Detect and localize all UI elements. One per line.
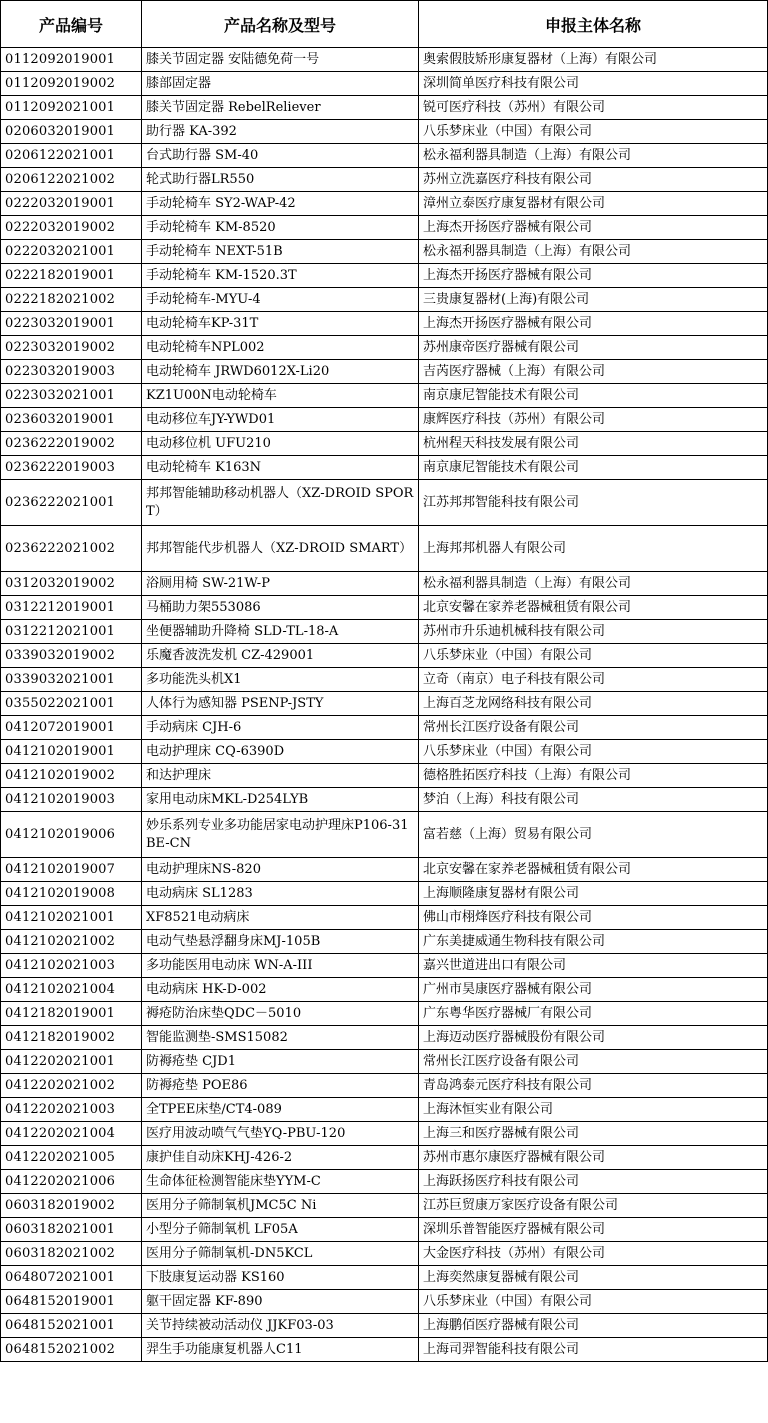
product-code-cell: 0412102019002 (1, 764, 142, 788)
product-code-cell: 0648152019001 (1, 1290, 142, 1314)
company-name-cell: 苏州康帝医疗器械有限公司 (419, 336, 768, 360)
company-name-cell: 上海百芝龙网络科技有限公司 (419, 692, 768, 716)
table-row (1, 1098, 768, 1122)
table-row (1, 336, 768, 360)
product-name-cell: 手动轮椅车-MYU-4 (142, 288, 419, 312)
product-name-cell: 电动护理床NS-820 (142, 858, 419, 882)
table-row (1, 1050, 768, 1074)
product-name-cell: 浴厕用椅 SW-21W-P (142, 572, 419, 596)
product-code-cell: 0412202021002 (1, 1074, 142, 1098)
company-name-cell: 嘉兴世道进出口有限公司 (419, 954, 768, 978)
product-code-cell: 0223032021001 (1, 384, 142, 408)
table-row (1, 1338, 768, 1362)
company-name-cell: 苏州市升乐迪机械科技有限公司 (419, 620, 768, 644)
table-row (1, 192, 768, 216)
table-row (1, 456, 768, 480)
table-row (1, 144, 768, 168)
company-name-cell: 深圳简单医疗科技有限公司 (419, 72, 768, 96)
product-name-cell: 坐便器辅助升降椅 SLD-TL-18-A (142, 620, 419, 644)
product-code-cell: 0222032019002 (1, 216, 142, 240)
table-row (1, 240, 768, 264)
product-code-cell: 0222032021001 (1, 240, 142, 264)
company-name-cell: 南京康尼智能技术有限公司 (419, 456, 768, 480)
product-code-cell: 0412102019003 (1, 788, 142, 812)
table-row (1, 1218, 768, 1242)
header-product-code: 产品编号 (1, 1, 142, 48)
company-name-cell: 上海顺隆康复器材有限公司 (419, 882, 768, 906)
company-name-cell: 上海杰开扬医疗器械有限公司 (419, 216, 768, 240)
table-row (1, 312, 768, 336)
product-name-cell: 多功能洗头机X1 (142, 668, 419, 692)
company-name-cell: 上海邦邦机器人有限公司 (419, 526, 768, 572)
company-name-cell: 苏州立洗嘉医疗科技有限公司 (419, 168, 768, 192)
company-name-cell: 广东美捷威通生物科技有限公司 (419, 930, 768, 954)
company-name-cell: 苏州市惠尔康医疗器械有限公司 (419, 1146, 768, 1170)
product-name-cell: 电动病床 SL1283 (142, 882, 419, 906)
product-code-cell: 0603182019002 (1, 1194, 142, 1218)
product-name-cell: 膝关节固定器 RebelReliever (142, 96, 419, 120)
company-name-cell: 江苏巨贸康万家医疗设备有限公司 (419, 1194, 768, 1218)
company-name-cell: 杭州程天科技发展有限公司 (419, 432, 768, 456)
table-row (1, 72, 768, 96)
table-row (1, 480, 768, 526)
table-row (1, 620, 768, 644)
company-name-cell: 上海鹏佰医疗器械有限公司 (419, 1314, 768, 1338)
product-code-cell: 0412202021001 (1, 1050, 142, 1074)
product-code-cell: 0412202021004 (1, 1122, 142, 1146)
table-row (1, 408, 768, 432)
product-code-cell: 0312212021001 (1, 620, 142, 644)
table-row (1, 1002, 768, 1026)
company-name-cell: 深圳乐普智能医疗器械有限公司 (419, 1218, 768, 1242)
product-name-cell: 手动轮椅车 KM-8520 (142, 216, 419, 240)
table-row (1, 1194, 768, 1218)
company-name-cell: 八乐梦床业（中国）有限公司 (419, 1290, 768, 1314)
product-name-cell: 关节持续被动活动仪 JJKF03-03 (142, 1314, 419, 1338)
product-code-cell: 0223032019003 (1, 360, 142, 384)
product-name-cell: 电动病床 HK-D-002 (142, 978, 419, 1002)
table-row (1, 1026, 768, 1050)
product-code-cell: 0412102019001 (1, 740, 142, 764)
table-row (1, 384, 768, 408)
table-row (1, 668, 768, 692)
product-code-cell: 0236222021001 (1, 480, 142, 526)
product-name-cell: 轮式助行器LR550 (142, 168, 419, 192)
table-row (1, 1170, 768, 1194)
company-name-cell: 三贵康复器材(上海)有限公司 (419, 288, 768, 312)
product-name-cell: 电动气垫悬浮翻身床MJ-105B (142, 930, 419, 954)
product-code-cell: 0236032019001 (1, 408, 142, 432)
company-name-cell: 上海跃扬医疗科技有限公司 (419, 1170, 768, 1194)
product-name-cell: 电动移位机 UFU210 (142, 432, 419, 456)
product-name-cell: 膝关节固定器 安陆德免荷一号 (142, 48, 419, 72)
product-code-cell: 0339032019002 (1, 644, 142, 668)
company-name-cell: 富若慈（上海）贸易有限公司 (419, 812, 768, 858)
product-name-cell: 电动轮椅车KP-31T (142, 312, 419, 336)
company-name-cell: 上海迈动医疗器械股份有限公司 (419, 1026, 768, 1050)
table-row (1, 96, 768, 120)
product-name-cell: 家用电动床MKL-D254LYB (142, 788, 419, 812)
company-name-cell: 漳州立泰医疗康复器材有限公司 (419, 192, 768, 216)
table-row (1, 858, 768, 882)
company-name-cell: 广州市昊康医疗器械有限公司 (419, 978, 768, 1002)
product-code-cell: 0222032019001 (1, 192, 142, 216)
table-row (1, 360, 768, 384)
product-name-cell: 手动轮椅车 SY2-WAP-42 (142, 192, 419, 216)
product-name-cell: KZ1U00N电动轮椅车 (142, 384, 419, 408)
table-row (1, 644, 768, 668)
table-row (1, 48, 768, 72)
product-name-cell: 马桶助力架553086 (142, 596, 419, 620)
table-row (1, 978, 768, 1002)
product-code-cell: 0112092019001 (1, 48, 142, 72)
product-code-cell: 0222182021002 (1, 288, 142, 312)
table-row (1, 168, 768, 192)
product-name-cell: 羿生手功能康复机器人C11 (142, 1338, 419, 1362)
company-name-cell: 大金医疗科技（苏州）有限公司 (419, 1242, 768, 1266)
product-name-cell: 全TPEE床垫/CT4-089 (142, 1098, 419, 1122)
company-name-cell: 松永福利器具制造（上海）有限公司 (419, 144, 768, 168)
company-name-cell: 上海杰开扬医疗器械有限公司 (419, 312, 768, 336)
product-code-cell: 0236222021002 (1, 526, 142, 572)
product-name-cell: 乐魔香波洗发机 CZ-429001 (142, 644, 419, 668)
product-name-cell: 智能监测垫-SMS15082 (142, 1026, 419, 1050)
company-name-cell: 北京安馨在家养老器械租赁有限公司 (419, 596, 768, 620)
product-code-cell: 0412102019008 (1, 882, 142, 906)
table-row (1, 572, 768, 596)
product-name-cell: 电动轮椅车NPL002 (142, 336, 419, 360)
company-name-cell: 江苏邦邦智能科技有限公司 (419, 480, 768, 526)
product-name-cell: 电动移位车JY-YWD01 (142, 408, 419, 432)
product-code-cell: 0223032019001 (1, 312, 142, 336)
product-name-cell: 医疗用波动喷气气垫YQ-PBU-120 (142, 1122, 419, 1146)
product-name-cell: 褥疮防治床垫QDC－5010 (142, 1002, 419, 1026)
product-code-cell: 0112092019002 (1, 72, 142, 96)
table-row (1, 264, 768, 288)
company-name-cell: 奥索假肢矫形康复器材（上海）有限公司 (419, 48, 768, 72)
product-code-cell: 0412182019002 (1, 1026, 142, 1050)
product-code-cell: 0412102019007 (1, 858, 142, 882)
product-name-cell: 助行器 KA-392 (142, 120, 419, 144)
product-name-cell: 下肢康复运动器 KS160 (142, 1266, 419, 1290)
company-name-cell: 八乐梦床业（中国）有限公司 (419, 644, 768, 668)
product-name-cell: 医用分子筛制氧机JMC5C Ni (142, 1194, 419, 1218)
product-name-cell: 康护佳自动床KHJ-426-2 (142, 1146, 419, 1170)
table-row (1, 1242, 768, 1266)
product-code-cell: 0222182019001 (1, 264, 142, 288)
table-row (1, 812, 768, 858)
product-code-cell: 0412102021001 (1, 906, 142, 930)
product-name-cell: 电动轮椅车 K163N (142, 456, 419, 480)
company-name-cell: 八乐梦床业（中国）有限公司 (419, 740, 768, 764)
table-row (1, 740, 768, 764)
product-name-cell: 多功能医用电动床 WN-A-III (142, 954, 419, 978)
company-name-cell: 德格胜拓医疗科技（上海）有限公司 (419, 764, 768, 788)
product-name-cell: 人体行为感知器 PSENP-JSTY (142, 692, 419, 716)
product-code-cell: 0648152021001 (1, 1314, 142, 1338)
product-code-cell: 0236222019002 (1, 432, 142, 456)
table-row (1, 288, 768, 312)
company-name-cell: 松永福利器具制造（上海）有限公司 (419, 572, 768, 596)
table-row (1, 930, 768, 954)
product-name-cell: 防褥疮垫 POE86 (142, 1074, 419, 1098)
table-row (1, 120, 768, 144)
company-name-cell: 吉芮医疗器械（上海）有限公司 (419, 360, 768, 384)
table-body (1, 48, 768, 1362)
table-row (1, 906, 768, 930)
table-row (1, 1122, 768, 1146)
product-code-cell: 0206122021002 (1, 168, 142, 192)
company-name-cell: 上海杰开扬医疗器械有限公司 (419, 264, 768, 288)
product-name-cell: 电动护理床 CQ-6390D (142, 740, 419, 764)
company-name-cell: 八乐梦床业（中国）有限公司 (419, 120, 768, 144)
product-name-cell: 躯干固定器 KF-890 (142, 1290, 419, 1314)
header-product-name: 产品名称及型号 (142, 1, 419, 48)
product-code-cell: 0236222019003 (1, 456, 142, 480)
product-name-cell: 台式助行器 SM-40 (142, 144, 419, 168)
product-name-cell: 手动轮椅车 KM-1520.3T (142, 264, 419, 288)
product-code-cell: 0603182021002 (1, 1242, 142, 1266)
product-code-cell: 0412202021003 (1, 1098, 142, 1122)
table-row (1, 1074, 768, 1098)
product-code-cell: 0412202021005 (1, 1146, 142, 1170)
product-code-cell: 0112092021001 (1, 96, 142, 120)
product-name-cell: 和达护理床 (142, 764, 419, 788)
product-name-cell: 妙乐系列专业多功能居家电动护理床P106-31BE-CN (142, 812, 419, 858)
product-code-cell: 0206122021001 (1, 144, 142, 168)
product-code-cell: 0312032019002 (1, 572, 142, 596)
product-code-cell: 0648072021001 (1, 1266, 142, 1290)
product-code-cell: 0412102021003 (1, 954, 142, 978)
product-code-cell: 0603182021001 (1, 1218, 142, 1242)
company-name-cell: 青岛鸿泰元医疗科技有限公司 (419, 1074, 768, 1098)
company-name-cell: 梦泊（上海）科技有限公司 (419, 788, 768, 812)
company-name-cell: 康辉医疗科技（苏州）有限公司 (419, 408, 768, 432)
product-code-cell: 0412072019001 (1, 716, 142, 740)
product-code-cell: 0412102019006 (1, 812, 142, 858)
company-name-cell: 上海司羿智能科技有限公司 (419, 1338, 768, 1362)
table-header-row (1, 1, 768, 48)
product-code-cell: 0412102021004 (1, 978, 142, 1002)
product-name-cell: 手动病床 CJH-6 (142, 716, 419, 740)
product-code-cell: 0206032019001 (1, 120, 142, 144)
company-name-cell: 常州长江医疗设备有限公司 (419, 716, 768, 740)
company-name-cell: 佛山市栩烽医疗科技有限公司 (419, 906, 768, 930)
product-name-cell: 防褥疮垫 CJD1 (142, 1050, 419, 1074)
table-row (1, 882, 768, 906)
company-name-cell: 常州长江医疗设备有限公司 (419, 1050, 768, 1074)
product-name-cell: 膝部固定器 (142, 72, 419, 96)
table-row (1, 788, 768, 812)
table-row (1, 596, 768, 620)
product-code-cell: 0648152021002 (1, 1338, 142, 1362)
company-name-cell: 松永福利器具制造（上海）有限公司 (419, 240, 768, 264)
product-name-cell: 小型分子筛制氧机 LF05A (142, 1218, 419, 1242)
product-name-cell: 邦邦智能代步机器人（XZ-DROID SMART） (142, 526, 419, 572)
product-name-cell: 医用分子筛制氧机-DN5KCL (142, 1242, 419, 1266)
product-code-cell: 0355022021001 (1, 692, 142, 716)
company-name-cell: 广东粤华医疗器械厂有限公司 (419, 1002, 768, 1026)
table-row (1, 432, 768, 456)
table-row (1, 716, 768, 740)
table-row (1, 216, 768, 240)
product-name-cell: 电动轮椅车 JRWD6012X-Li20 (142, 360, 419, 384)
product-code-cell: 0412182019001 (1, 1002, 142, 1026)
product-name-cell: XF8521电动病床 (142, 906, 419, 930)
company-name-cell: 北京安馨在家养老器械租赁有限公司 (419, 858, 768, 882)
product-name-cell: 邦邦智能辅助移动机器人（XZ-DROID SPORT） (142, 480, 419, 526)
table-row (1, 764, 768, 788)
product-name-cell: 手动轮椅车 NEXT-51B (142, 240, 419, 264)
table-row (1, 1146, 768, 1170)
table-row (1, 954, 768, 978)
table-row (1, 1266, 768, 1290)
header-company-name: 申报主体名称 (419, 1, 768, 48)
table-row (1, 1314, 768, 1338)
table-row (1, 692, 768, 716)
company-name-cell: 上海三和医疗器械有限公司 (419, 1122, 768, 1146)
product-code-cell: 0412102021002 (1, 930, 142, 954)
company-name-cell: 锐可医疗科技（苏州）有限公司 (419, 96, 768, 120)
company-name-cell: 南京康尼智能技术有限公司 (419, 384, 768, 408)
table-row (1, 526, 768, 572)
table-row (1, 1290, 768, 1314)
product-code-cell: 0223032019002 (1, 336, 142, 360)
company-name-cell: 立奇（南京）电子科技有限公司 (419, 668, 768, 692)
company-name-cell: 上海沐恒实业有限公司 (419, 1098, 768, 1122)
product-code-cell: 0339032021001 (1, 668, 142, 692)
product-code-cell: 0312212019001 (1, 596, 142, 620)
product-name-cell: 生命体征检测智能床垫YYM-C (142, 1170, 419, 1194)
product-code-cell: 0412202021006 (1, 1170, 142, 1194)
company-name-cell: 上海奕然康复器械有限公司 (419, 1266, 768, 1290)
